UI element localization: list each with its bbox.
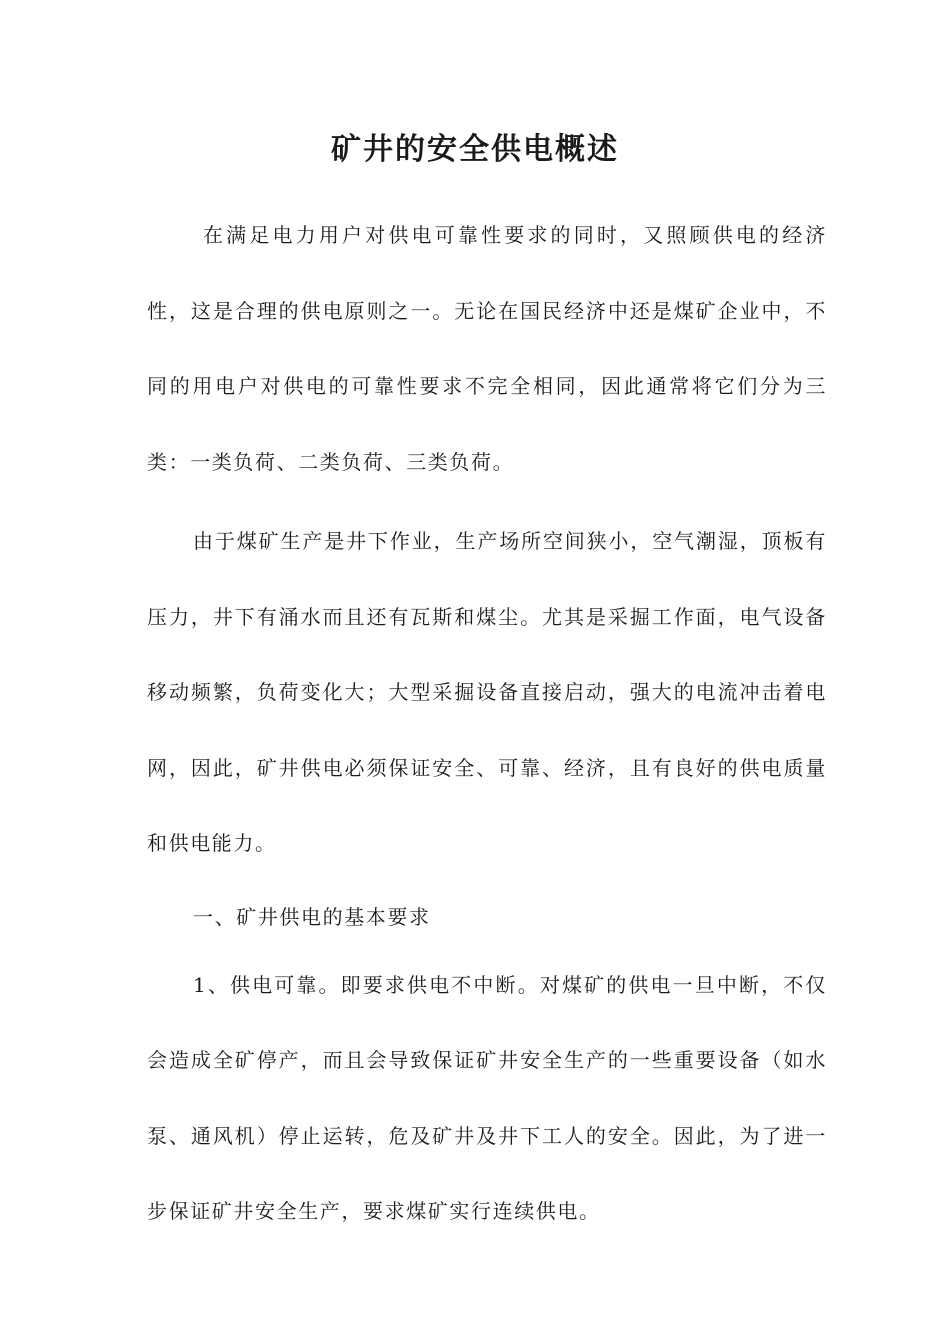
section-heading: 一、矿井供电的基本要求 (193, 904, 431, 929)
paragraph-reliable-supply: 1、供电可靠。即要求供电不中断。对煤矿的供电一旦中断，不仅会造成全矿停产，而且会导致保证矿井安全生产的一些重要设备（如水泵、通风机）停止运转，危及矿井及井下工人的安全。因此，为了进一步保证矿井安全生产，要求煤矿实行连续供电。 (147, 972, 827, 1223)
page-title: 矿井的安全供电概述 (331, 132, 619, 167)
document-body (147, 198, 827, 1254)
paragraph-mining-conditions: 由于煤矿生产是井下作业，生产场所空间狭小，空气潮湿，顶板有压力，井下有涌水而且还有瓦斯和煤尘。尤其是采掘工作面，电气设备移动频繁，负荷变化大；大型采掘设备直接启动，强大的电流冲击着电网，因此，矿井供电必须保证安全、可靠、经济，且有良好的供电质量和供电能力。 (147, 529, 827, 855)
paragraph-load-classification: 在满足电力用户对供电可靠性要求的同时，又照顾供电的经济性，这是合理的供电原则之一。无论在国民经济中还是煤矿企业中，不同的用电户对供电的可靠性要求不完全相同，因此通常将它们分为三类：一类负荷、二类负荷、三类负荷。 (147, 223, 827, 474)
